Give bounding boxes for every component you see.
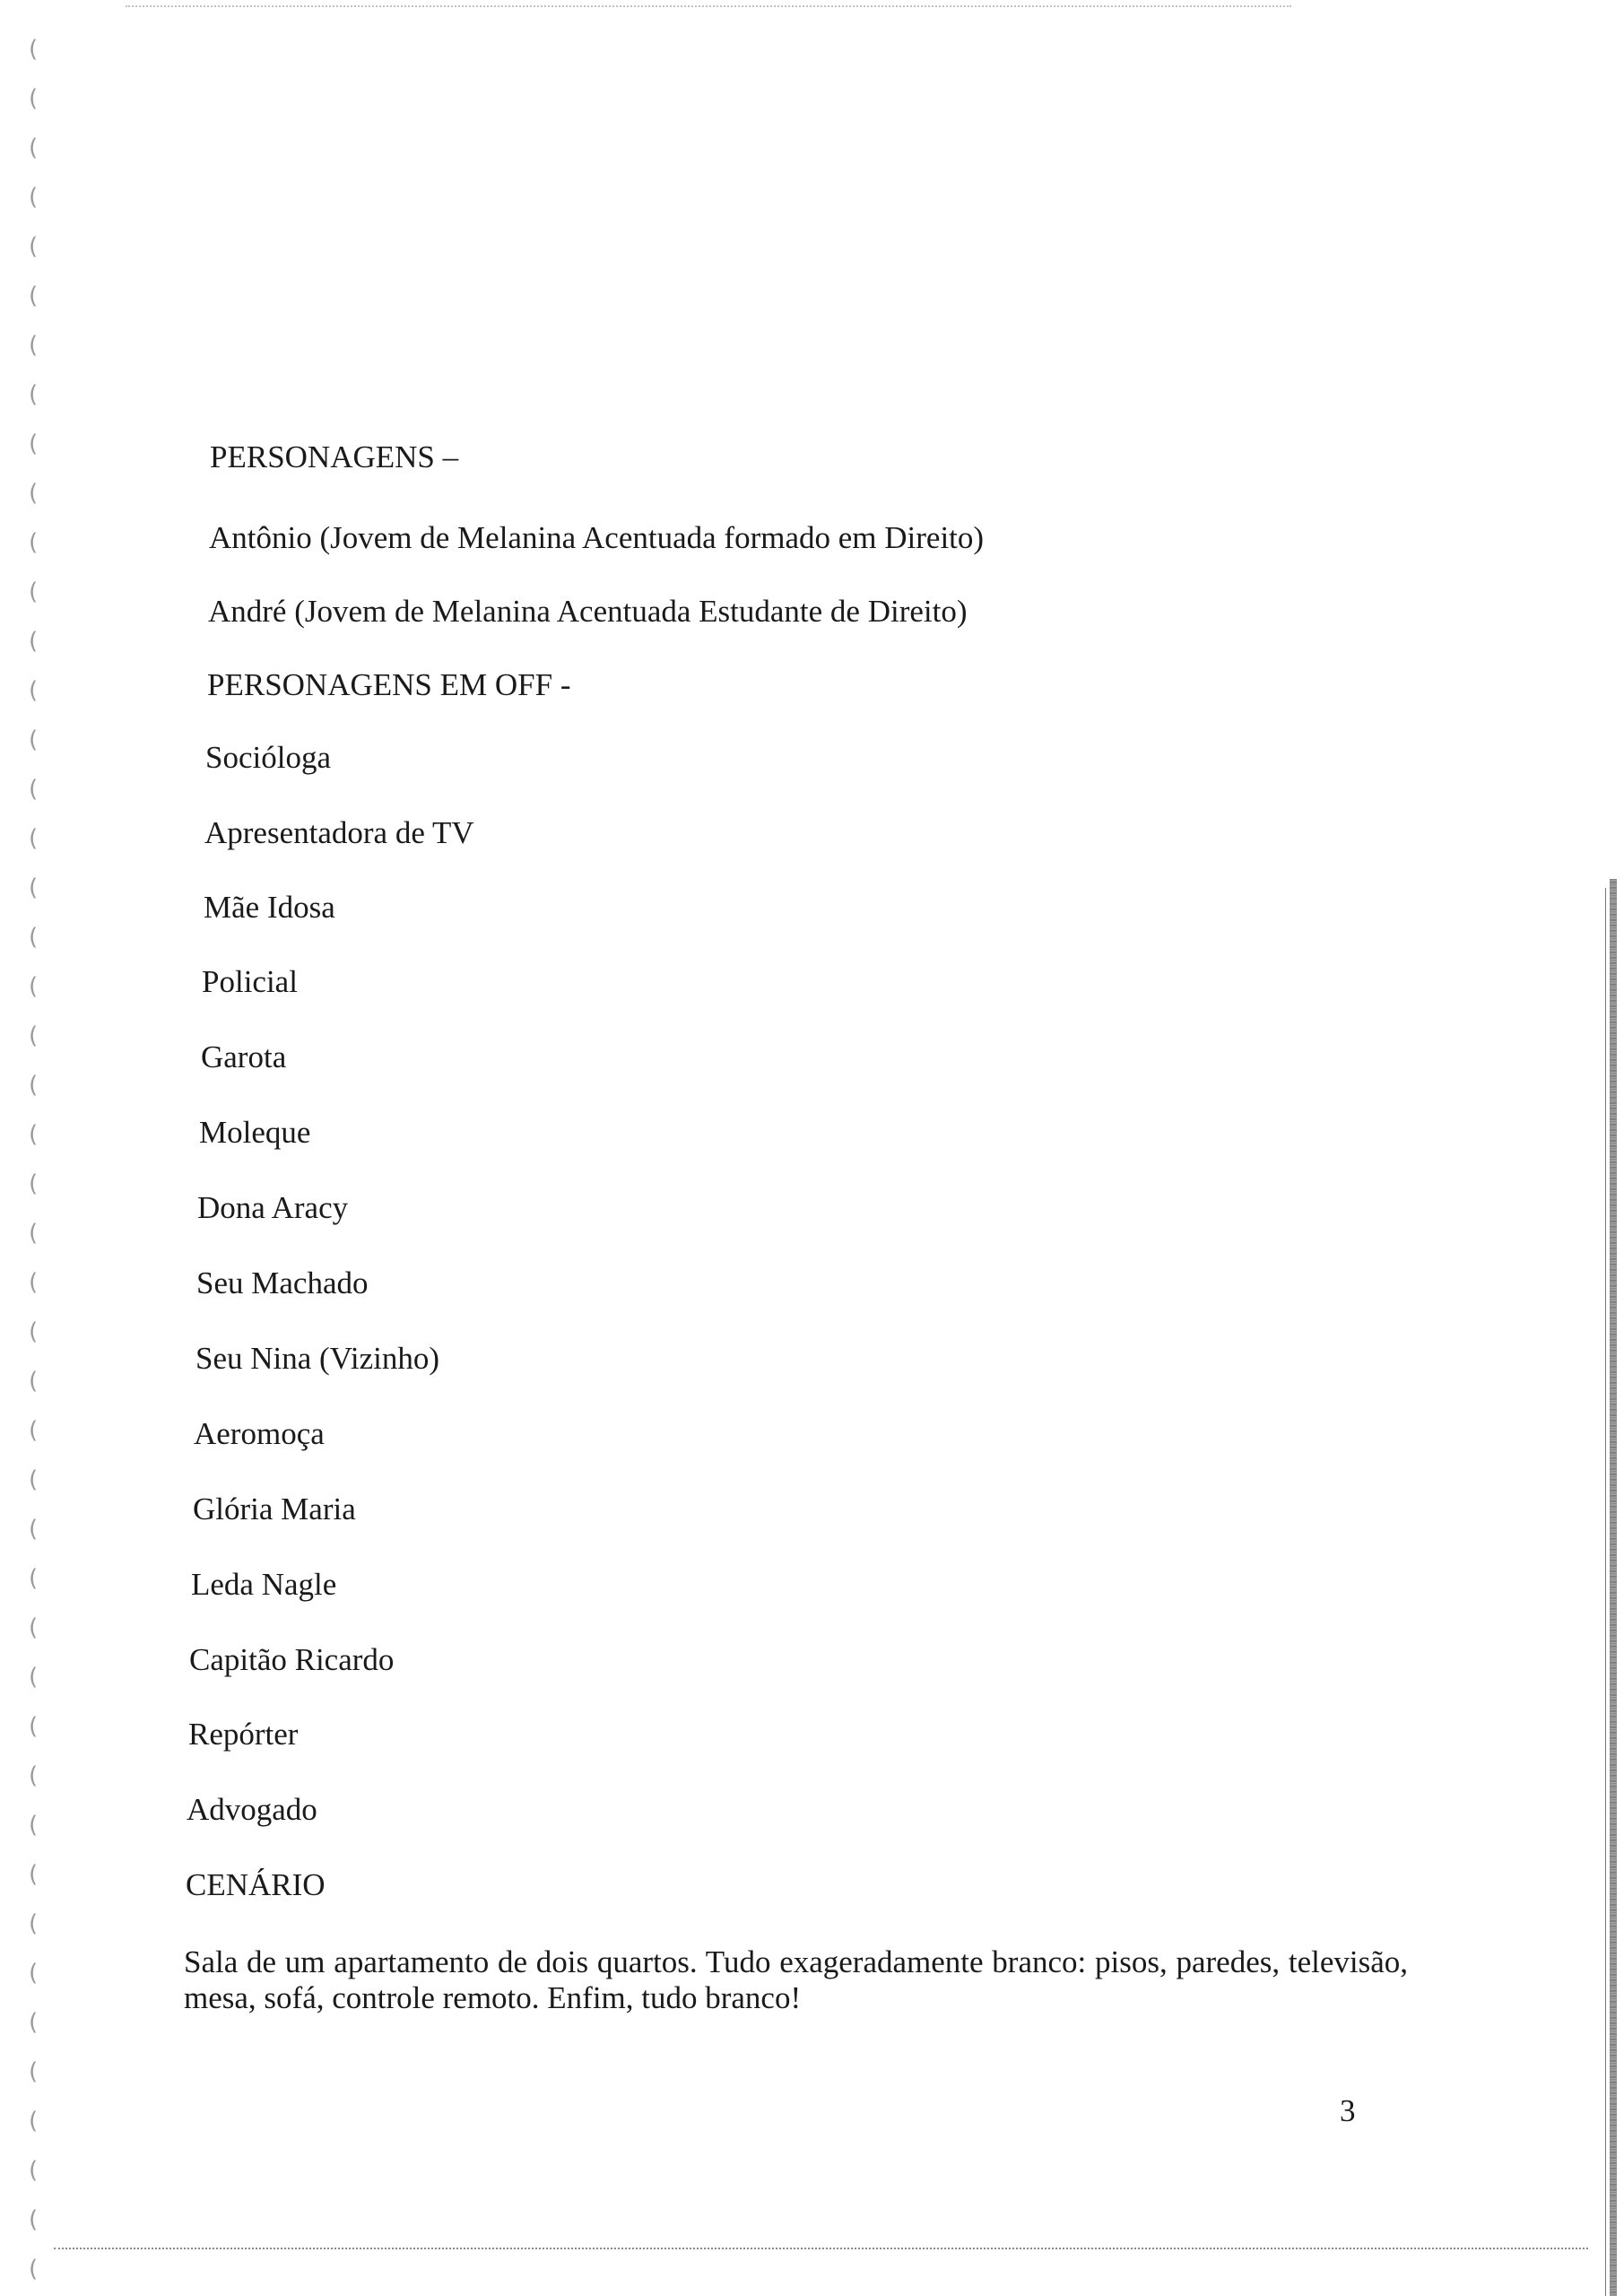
offscreen-character-entry: Moleque bbox=[199, 1115, 311, 1150]
offscreen-character-entry: Seu Machado bbox=[196, 1265, 369, 1300]
top-scan-artifact bbox=[126, 5, 1291, 7]
scan-edge-line bbox=[1605, 888, 1606, 2296]
offscreen-characters-heading: PERSONAGENS EM OFF - bbox=[207, 667, 571, 702]
character-entry: André (Jovem de Melanina Acentuada Estudante de Direito) bbox=[208, 594, 968, 629]
page-number: 3 bbox=[1340, 2093, 1356, 2128]
scan-edge-shadow bbox=[1610, 879, 1617, 2296]
offscreen-character-entry: Capitão Ricardo bbox=[189, 1642, 395, 1677]
offscreen-character-entry: Aeromoça bbox=[194, 1416, 325, 1451]
bottom-scan-artifact bbox=[54, 2248, 1588, 2249]
offscreen-character-entry: Mãe Idosa bbox=[204, 890, 335, 925]
character-entry: Antônio (Jovem de Melanina Acentuada formado em Direito) bbox=[209, 520, 985, 555]
offscreen-character-entry: Apresentadora de TV bbox=[204, 815, 474, 850]
offscreen-character-entry: Leda Nagle bbox=[191, 1567, 337, 1602]
characters-heading: PERSONAGENS – bbox=[210, 439, 459, 474]
offscreen-character-entry: Glória Maria bbox=[193, 1492, 356, 1526]
scenery-heading: CENÁRIO bbox=[186, 1867, 326, 1902]
binding-hole-marks: ( ( ( ( ( ( ( ( ( ( ( ( ( ( ( ( ( ( ( ( ( ( ( ( ( ( ( ( ( ( ( ( ( ( ( ( ( ( ( ( ( ( ( ( ( ( bbox=[29, 36, 39, 2283]
offscreen-character-entry: Dona Aracy bbox=[197, 1190, 349, 1225]
offscreen-character-entry: Policial bbox=[202, 964, 298, 999]
offscreen-character-entry: Advogado bbox=[187, 1792, 317, 1827]
scenery-description: Sala de um apartamento de dois quartos. Tudo exageradamente branco: pisos, paredes, televisão, mesa, sofá, controle remoto. Enfim, tudo branco! bbox=[184, 1944, 1408, 2015]
offscreen-character-entry: Garota bbox=[201, 1039, 287, 1074]
offscreen-character-entry: Seu Nina (Vizinho) bbox=[195, 1341, 440, 1376]
offscreen-character-entry: Socióloga bbox=[205, 740, 331, 775]
offscreen-character-entry: Repórter bbox=[188, 1717, 299, 1752]
